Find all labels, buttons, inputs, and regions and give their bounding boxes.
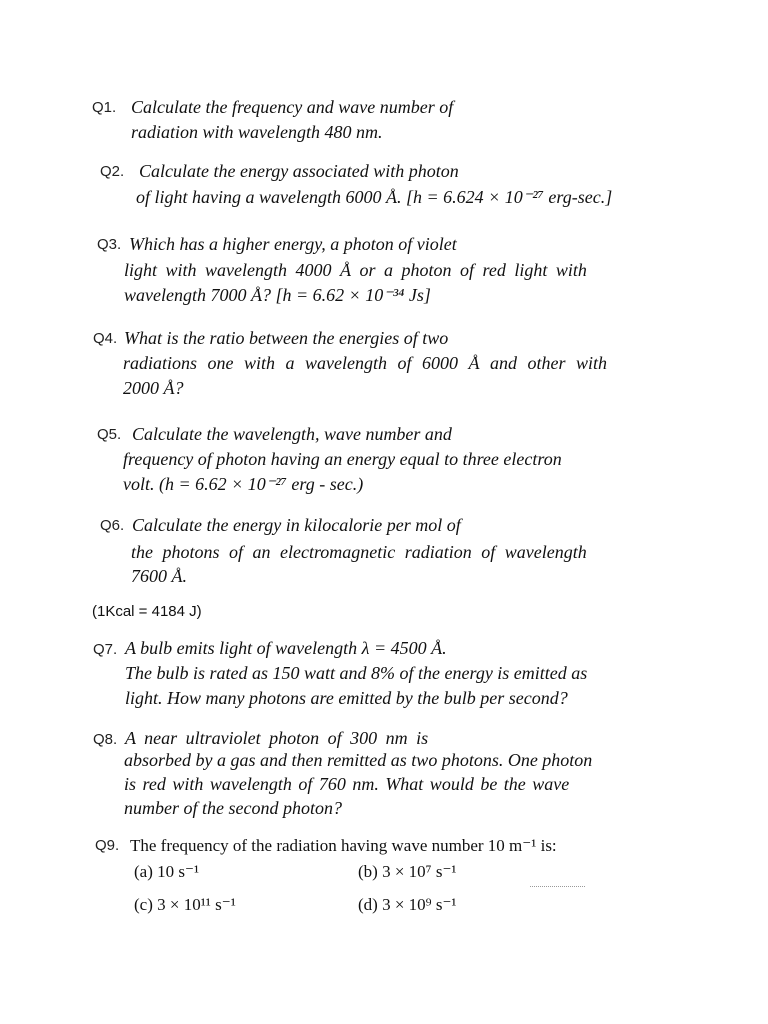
option-a: (a) 10 s⁻¹ [134, 862, 200, 881]
question-text-line: volt. (h = 6.62 × 10⁻²⁷ erg - sec.) [123, 474, 364, 494]
question-text-line: is red with wavelength of 760 nm. What would be the wave [124, 774, 570, 794]
question-text-line: absorbed by a gas and then remitted as two photons. One photon [124, 750, 593, 770]
question-text-line: Calculate the frequency and wave number of [131, 97, 454, 117]
question-text-line: Calculate the wavelength, wave number and [132, 424, 452, 444]
question-text-line: number of the second photon? [124, 798, 342, 818]
dotted-mark [530, 886, 585, 887]
question-number: Q1. [92, 99, 117, 116]
question-number: Q6. [100, 517, 125, 534]
option-c: (c) 3 × 10¹¹ s⁻¹ [134, 895, 236, 914]
question-text-line: Calculate the energy associated with photon [139, 161, 459, 181]
question-number: Q2. [100, 163, 125, 180]
question-text-line: light. How many photons are emitted by the bulb per second? [125, 688, 568, 708]
question-number: Q7. [93, 641, 118, 658]
question-text-line: A bulb emits light of wavelength λ = 4500 Å. [125, 638, 447, 658]
question-number: Q5. [97, 426, 122, 443]
question-text-line: 2000 Å? [123, 378, 184, 398]
question-number: Q4. [93, 330, 118, 347]
question-text-line: the photons of an electromagnetic radiation of wavelength [131, 542, 587, 562]
question-text-line: frequency of photon having an energy equal to three electron [123, 449, 562, 469]
option-d: (d) 3 × 10⁹ s⁻¹ [358, 895, 457, 914]
question-text-line: A near ultraviolet photon of 300 nm is [125, 728, 429, 748]
question-number: Q8. [93, 731, 118, 748]
question-number: Q3. [97, 236, 122, 253]
question-text-line: Calculate the energy in kilocalorie per mol of [132, 515, 461, 535]
question-text-line: What is the ratio between the energies of two [124, 328, 449, 348]
question-text-line: Which has a higher energy, a photon of violet [129, 234, 457, 254]
question-text-line: wavelength 7000 Å? [h = 6.62 × 10⁻³⁴ Js] [124, 285, 431, 305]
conversion-note: (1Kcal = 4184 J) [92, 603, 202, 620]
question-text-line: 7600 Å. [131, 566, 187, 586]
question-text-line: The bulb is rated as 150 watt and 8% of the energy is emitted as [125, 663, 588, 683]
question-text-line: radiations one with a wavelength of 6000 Å and other with [123, 353, 607, 373]
question-text-line: light with wavelength 4000 Å or a photon of red light with [124, 260, 587, 280]
question-number: Q9. [95, 837, 120, 854]
option-b: (b) 3 × 10⁷ s⁻¹ [358, 862, 457, 881]
question-9-stem: The frequency of the radiation having wave number 10 m⁻¹ is: [130, 836, 557, 855]
question-text-line: of light having a wavelength 6000 Å. [h = 6.624 × 10⁻²⁷ erg-sec.] [136, 187, 613, 207]
question-text-line: radiation with wavelength 480 nm. [131, 122, 383, 142]
